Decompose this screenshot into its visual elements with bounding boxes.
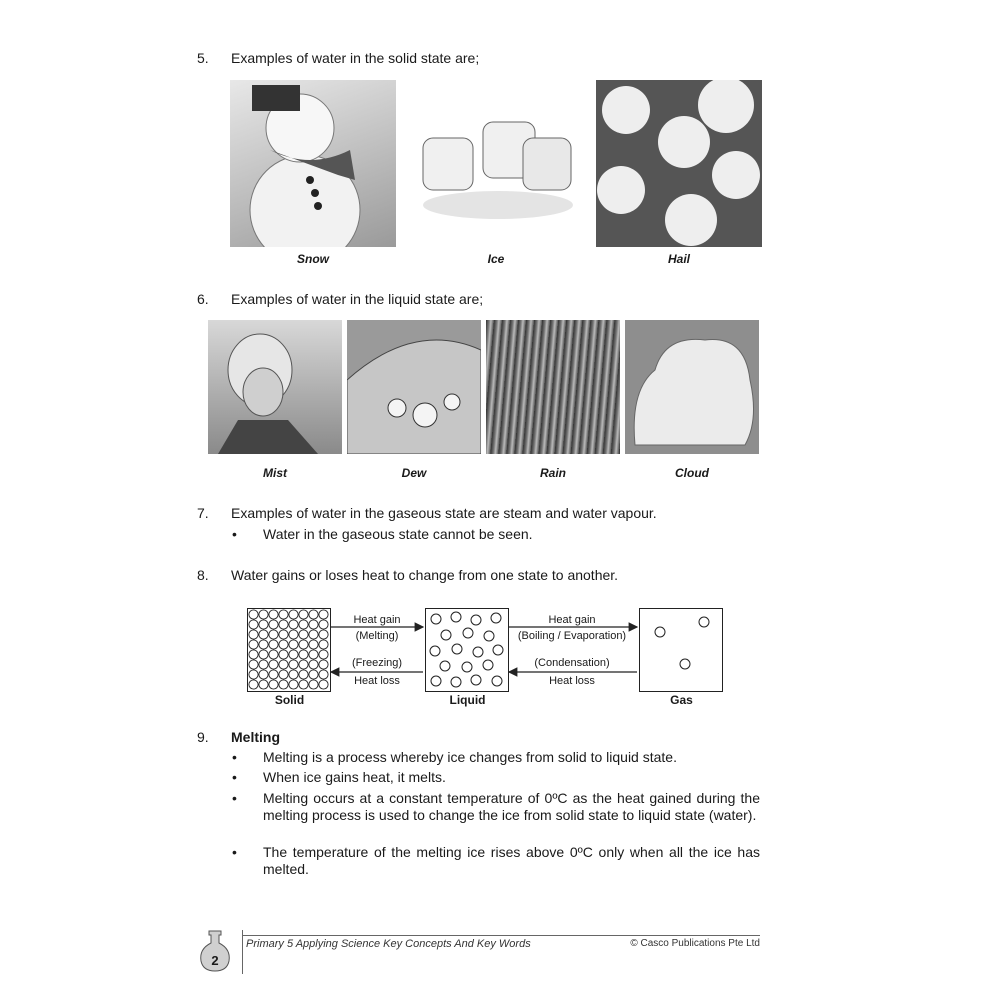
solid-particle bbox=[259, 610, 268, 619]
solid-particle bbox=[309, 620, 318, 629]
footer-rule bbox=[242, 935, 760, 936]
rain-photo bbox=[486, 320, 620, 454]
solid-particle bbox=[309, 670, 318, 679]
bullet-dot: • bbox=[232, 749, 237, 765]
solid-particle bbox=[249, 680, 258, 689]
caption-mist: Mist bbox=[263, 466, 287, 480]
solid-particle bbox=[289, 630, 298, 639]
solid-particle bbox=[319, 630, 328, 639]
solid-particle bbox=[269, 670, 278, 679]
solid-particle bbox=[249, 640, 258, 649]
arrow1-bottom-line1: (Freezing) bbox=[351, 657, 403, 669]
solid-particle bbox=[259, 620, 268, 629]
arrow2-bottom-line1: (Condensation) bbox=[534, 657, 610, 669]
caption-rain: Rain bbox=[539, 466, 566, 480]
solid-particle bbox=[299, 640, 308, 649]
item-number: 8. bbox=[197, 567, 209, 583]
solid-particle bbox=[269, 620, 278, 629]
solid-particle-box bbox=[247, 608, 331, 692]
item-text: Examples of water in the gaseous state are steam and water vapour. bbox=[231, 505, 657, 521]
book-title: Primary 5 Applying Science Key Concepts And Key Words bbox=[246, 938, 531, 950]
solid-particle bbox=[299, 630, 308, 639]
solid-particle bbox=[279, 640, 288, 649]
bullet-dot: • bbox=[232, 526, 237, 542]
solid-particle bbox=[319, 610, 328, 619]
bullet-text: Water in the gaseous state cannot be seen. bbox=[263, 526, 533, 542]
solid-particle bbox=[279, 630, 288, 639]
caption-cloud: Cloud bbox=[675, 466, 709, 480]
solid-particle bbox=[319, 620, 328, 629]
bullet-text: Melting is a process whereby ice changes from solid to liquid state. bbox=[263, 749, 677, 765]
solid-particle bbox=[269, 660, 278, 669]
solid-particle bbox=[299, 680, 308, 689]
item-text: Water gains or loses heat to change from one state to another. bbox=[231, 567, 619, 583]
caption-dew: Dew bbox=[401, 466, 427, 480]
bullet-text: The temperature of the melting ice rises above 0ºC only when all the ice has melted. bbox=[263, 844, 760, 877]
solid-particle bbox=[289, 610, 298, 619]
solid-particle bbox=[259, 670, 268, 679]
arrow1-top-line1: Heat gain bbox=[353, 614, 401, 626]
dew-photo bbox=[347, 320, 481, 454]
solid-particle bbox=[309, 650, 318, 659]
bullet-dot: • bbox=[232, 769, 237, 785]
solid-particle bbox=[279, 650, 288, 659]
bullet-text: Melting occurs at a constant temperature of 0ºC as the heat gained during the melting process is used to change the ice from solid state to liquid state (water). bbox=[263, 790, 760, 823]
gas-particles bbox=[640, 609, 722, 691]
caption-ice: Ice bbox=[487, 252, 505, 266]
label-liquid: Liquid bbox=[449, 693, 486, 707]
solid-particle bbox=[309, 610, 318, 619]
cloud-photo bbox=[625, 320, 759, 454]
solid-particle bbox=[279, 660, 288, 669]
solid-particle bbox=[309, 680, 318, 689]
arrow1-top-line2: (Melting) bbox=[355, 630, 399, 642]
solid-particle bbox=[319, 650, 328, 659]
solid-particle bbox=[279, 610, 288, 619]
solid-particle bbox=[249, 610, 258, 619]
item-number: 6. bbox=[197, 291, 209, 307]
solid-particle bbox=[269, 650, 278, 659]
solid-particle bbox=[309, 640, 318, 649]
section-heading: Melting bbox=[231, 729, 280, 745]
solid-particle bbox=[269, 640, 278, 649]
solid-particle bbox=[299, 650, 308, 659]
solid-particle bbox=[249, 630, 258, 639]
copyright: © Casco Publications Pte Ltd bbox=[630, 938, 760, 949]
label-solid: Solid bbox=[274, 693, 305, 707]
solid-particle bbox=[279, 680, 288, 689]
mist-photo bbox=[208, 320, 342, 454]
bullet-dot: • bbox=[232, 844, 237, 860]
item-number: 7. bbox=[197, 505, 209, 521]
solid-particle bbox=[269, 630, 278, 639]
bullet-text: When ice gains heat, it melts. bbox=[263, 769, 446, 785]
bullet-dot: • bbox=[232, 790, 237, 806]
solid-particle bbox=[259, 650, 268, 659]
solid-particle bbox=[259, 640, 268, 649]
arrow2-top-line1: Heat gain bbox=[548, 614, 596, 626]
item-text: Examples of water in the liquid state are; bbox=[231, 291, 484, 307]
label-gas: Gas bbox=[670, 693, 693, 707]
footer-divider bbox=[242, 930, 243, 974]
item-number: 9. bbox=[197, 729, 209, 745]
solid-particle bbox=[269, 610, 278, 619]
solid-particle bbox=[289, 650, 298, 659]
caption-snow: Snow bbox=[297, 252, 329, 266]
page-number: 2 bbox=[211, 953, 219, 968]
solid-particle bbox=[289, 620, 298, 629]
arrow2-bottom-line2: Heat loss bbox=[549, 675, 595, 687]
gas-particle-box bbox=[639, 608, 723, 692]
item-text: Examples of water in the solid state are; bbox=[231, 50, 480, 66]
solid-particle bbox=[289, 680, 298, 689]
solid-particle bbox=[299, 610, 308, 619]
solid-particles bbox=[248, 609, 330, 691]
solid-particle bbox=[299, 660, 308, 669]
solid-particle bbox=[279, 670, 288, 679]
snow-photo bbox=[230, 80, 396, 247]
solid-particle bbox=[279, 620, 288, 629]
solid-particle bbox=[249, 670, 258, 679]
solid-particle bbox=[299, 670, 308, 679]
solid-particle bbox=[299, 620, 308, 629]
solid-particle bbox=[319, 660, 328, 669]
solid-particle bbox=[249, 620, 258, 629]
solid-particle bbox=[249, 660, 258, 669]
item-number: 5. bbox=[197, 50, 209, 66]
solid-particle bbox=[309, 630, 318, 639]
solid-particle bbox=[289, 660, 298, 669]
solid-particle bbox=[319, 680, 328, 689]
solid-particle bbox=[319, 640, 328, 649]
hail-photo bbox=[596, 80, 762, 247]
solid-particle bbox=[289, 640, 298, 649]
ice-photo bbox=[413, 80, 579, 247]
solid-particle bbox=[289, 670, 298, 679]
solid-particle bbox=[309, 660, 318, 669]
solid-particle bbox=[259, 630, 268, 639]
solid-particle bbox=[259, 660, 268, 669]
arrow1-bottom-line2: Heat loss bbox=[354, 675, 400, 687]
caption-hail: Hail bbox=[667, 252, 690, 266]
solid-particle bbox=[269, 680, 278, 689]
solid-particle bbox=[249, 650, 258, 659]
arrow2-top-line2: (Boiling / Evaporation) bbox=[517, 630, 627, 642]
solid-particle bbox=[319, 670, 328, 679]
solid-particle bbox=[259, 680, 268, 689]
